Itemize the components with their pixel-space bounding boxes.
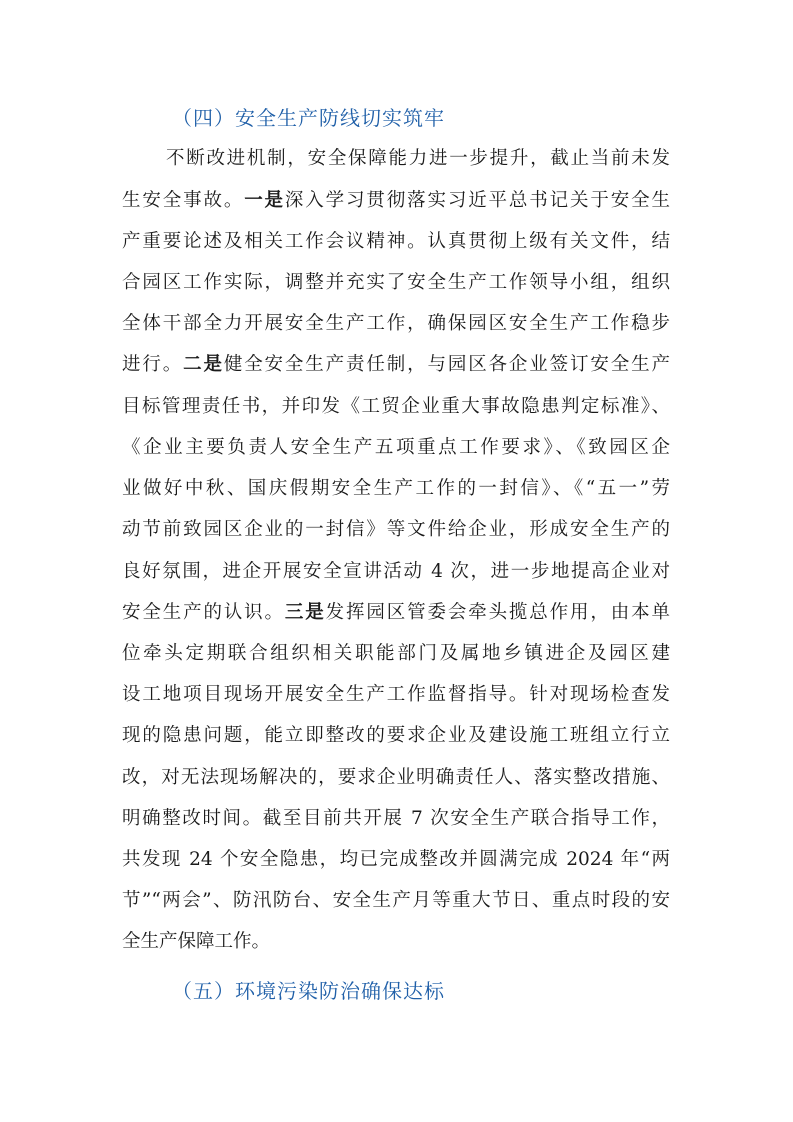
section-heading-4: （四）安全生产防线切实筑牢	[172, 106, 445, 130]
paragraph-line: 进行。二是健全安全生产责任制，与园区各企业签订安全生产	[122, 354, 670, 375]
paragraph-line: 业做好中秋、国庆假期安全生产工作的一封信》、《“五一”劳	[122, 478, 670, 499]
paragraph-line: 生安全事故。一是深入学习贯彻落实习近平总书记关于安全生	[122, 190, 670, 211]
paragraph-line: 全生产保障工作。	[122, 931, 271, 952]
paragraph-line: 动节前致园区企业的一封信》等文件给企业，形成安全生产的	[122, 519, 670, 540]
paragraph-line: 不断改进机制，安全保障能力进一步提升，截止当前未发	[166, 148, 670, 169]
paragraph-line: 共发现 24 个安全隐患，均已完成整改并圆满完成 2024 年“两	[122, 849, 670, 870]
paragraph-line: 节”“两会”、防汛防台、安全生产月等重大节日、重点时段的安	[122, 890, 670, 911]
paragraph-line: 现的隐患问题，能立即整改的要求企业及建设施工班组立行立	[122, 725, 670, 746]
paragraph-line: 良好氛围，进企开展安全宣讲活动 4 次，进一步地提高企业对	[122, 561, 670, 582]
enumerator-emphasis: 三是	[284, 602, 326, 623]
paragraph-line: 明确整改时间。截至目前共开展 7 次安全生产联合指导工作，	[122, 808, 670, 829]
paragraph-line: 安全生产的认识。三是发挥园区管委会牵头揽总作用，由本单	[122, 602, 670, 623]
paragraph-line: 《企业主要负责人安全生产五项重点工作要求》、《致园区企	[122, 437, 670, 458]
paragraph-line: 位牵头定期联合组织相关职能部门及属地乡镇进企及园区建	[122, 643, 670, 664]
paragraph-line: 设工地项目现场开展安全生产工作监督指导。针对现场检查发	[122, 684, 670, 705]
paragraph-line: 全体干部全力开展安全生产工作，确保园区安全生产工作稳步	[122, 313, 670, 334]
enumerator-emphasis: 二是	[183, 354, 224, 375]
enumerator-emphasis: 一是	[244, 190, 285, 211]
paragraph-line: 合园区工作实际，调整并充实了安全生产工作领导小组，组织	[122, 272, 670, 293]
paragraph-line: 产重要论述及相关工作会议精神。认真贯彻上级有关文件，结	[122, 231, 670, 252]
paragraph-line: 改，对无法现场解决的，要求企业明确责任人、落实整改措施、	[122, 767, 670, 788]
paragraph-line: 目标管理责任书，并印发《工贸企业重大事故隐患判定标准》、	[122, 396, 670, 417]
section-heading-5: （五）环境污染防治确保达标	[172, 979, 445, 1003]
